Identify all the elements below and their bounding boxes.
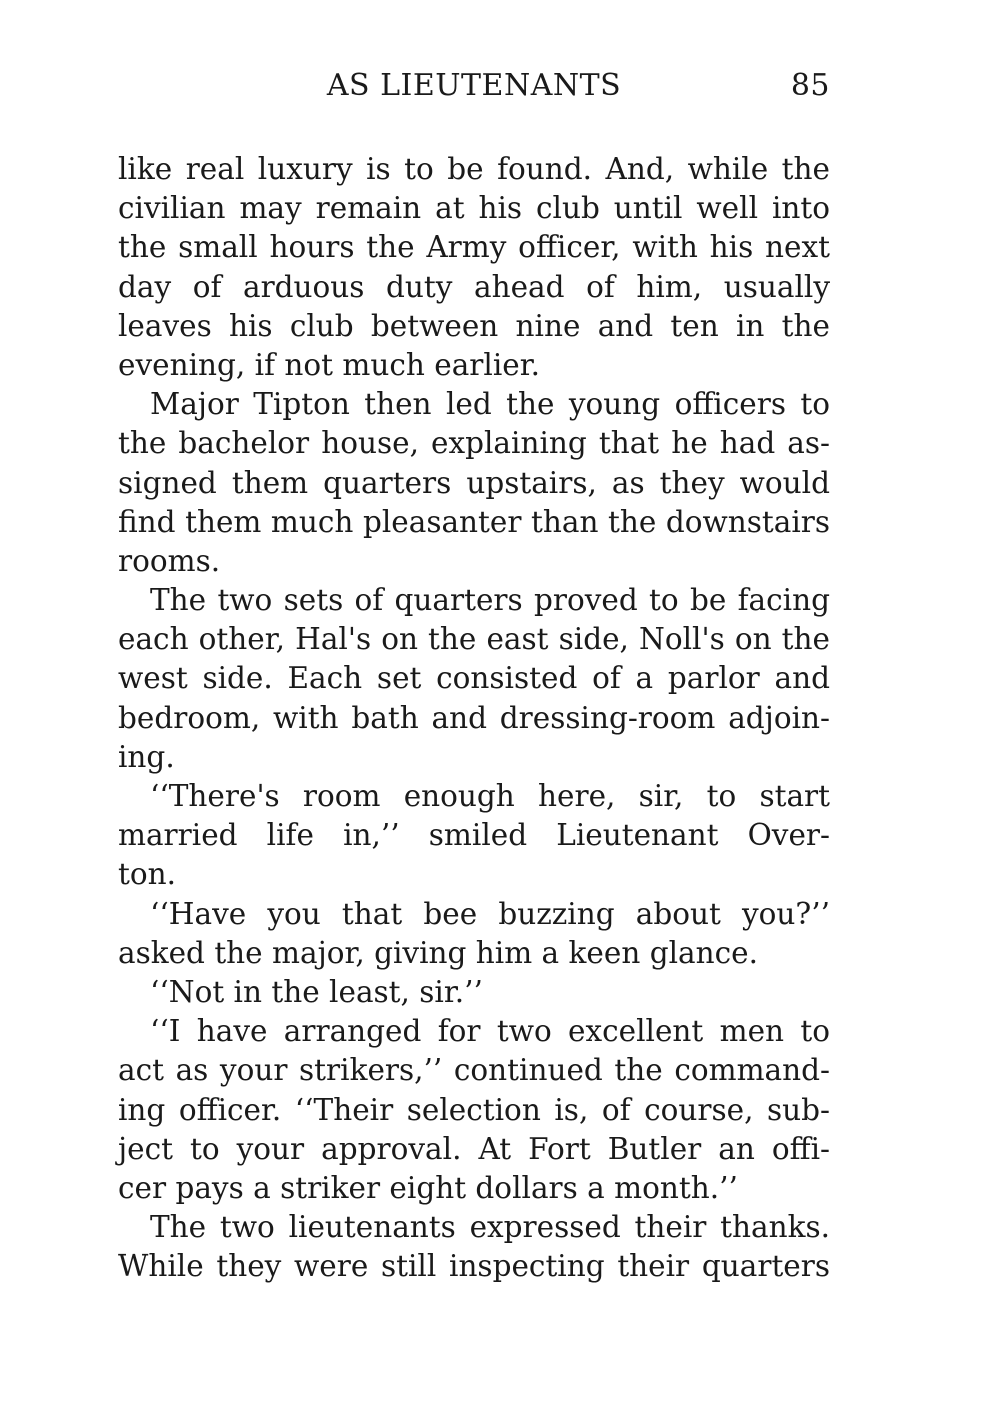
text-line: While they were still inspecting their quarters: [118, 1249, 830, 1284]
text-line: The two lieutenants expressed their thanks.: [150, 1210, 830, 1245]
text-line: day of arduous duty ahead of him, usually: [118, 269, 830, 304]
text-line: ‘‘There's room enough here, sir, to start: [150, 779, 830, 813]
text-line: the small hours the Army officer, with his next: [118, 230, 830, 265]
text-line: evening, if not much earlier.: [118, 347, 540, 382]
text-line: rooms.: [118, 543, 221, 578]
text-line: like real luxury is to be found. And, while the: [118, 152, 830, 186]
text-line: ton.: [118, 857, 176, 892]
text-line: leaves his club between nine and ten in the: [118, 308, 830, 343]
page-number: 85: [790, 68, 830, 103]
running-title: AS LIEUTENANTS: [326, 68, 622, 103]
text-line: ing officer. ‘‘Their selection is, of course, sub-: [118, 1092, 830, 1127]
text-line: ing.: [118, 739, 175, 774]
text-line: Major Tipton then led the young officers to: [150, 387, 830, 422]
text-line: civilian may remain at his club until well into: [118, 191, 830, 226]
text-line: The two sets of quarters proved to be facing: [150, 583, 830, 618]
text-line: act as your strikers,’’ continued the command-: [118, 1053, 830, 1088]
text-line: ‘‘Have you that bee buzzing about you?’’: [150, 896, 830, 931]
running-head: [118, 66, 830, 106]
text-line: ‘‘Not in the least, sir.’’: [150, 974, 483, 1009]
text-line: ‘‘I have arranged for two excellent men to: [150, 1014, 830, 1049]
text-line: the bachelor house, explaining that he had as-: [118, 426, 830, 461]
text-line: ject to your approval. At Fort Butler an offi-: [118, 1131, 830, 1166]
text-line: each other, Hal's on the east side, Noll's on the: [118, 622, 830, 657]
text-line: cer pays a striker eight dollars a month.’’: [118, 1170, 738, 1205]
text-line: asked the major, giving him a keen glance.: [118, 935, 758, 970]
text-line: signed them quarters upstairs, as they would: [118, 465, 830, 500]
text-line: bedroom, with bath and dressing-room adjoin-: [118, 700, 830, 735]
body-text: [118, 150, 830, 1286]
text-line: married life in,’’ smiled Lieutenant Over-: [118, 818, 830, 853]
text-line: find them much pleasanter than the downstairs: [118, 504, 830, 539]
text-line: west side. Each set consisted of a parlor and: [118, 661, 830, 696]
